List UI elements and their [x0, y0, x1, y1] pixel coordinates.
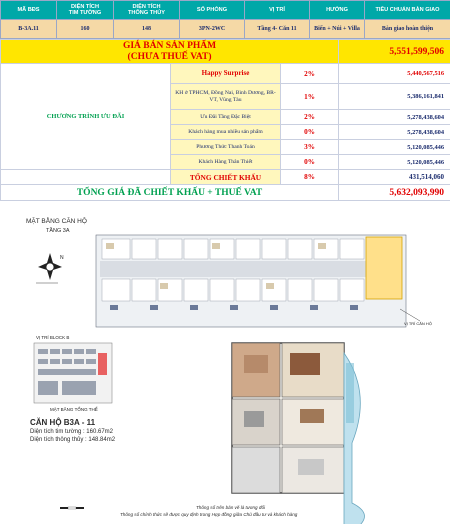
- promo-value: 5,278,438,604: [339, 125, 450, 140]
- price-value: 5,551,599,506: [339, 40, 450, 64]
- floor-plate: [96, 235, 420, 327]
- floor-title: MẶT BẰNG CĂN HỘ: [26, 218, 87, 225]
- total-label: TỔNG GIÁ ĐÃ CHIẾT KHẤU + THUẾ VAT: [1, 185, 339, 201]
- cell-huong: Biển + Núi + Villa: [310, 20, 365, 39]
- promo-name: Khách Hàng Thân Thiết: [171, 155, 281, 170]
- unit-plan: [232, 343, 365, 524]
- price-table: [0, 39, 450, 201]
- floor-plan-drawing: [0, 213, 450, 524]
- promo-percent: 3%: [281, 140, 339, 155]
- unit-highlight: [366, 237, 402, 299]
- promo-percent: 2%: [281, 110, 339, 125]
- price-sheet: [0, 0, 450, 201]
- header-so-phong: SỐ PHÒNG: [180, 1, 245, 20]
- spec-header-row: [1, 1, 450, 20]
- header-tieu-chuan: TIÊU CHUẨN BÀN GIAO: [365, 1, 450, 20]
- header-ma-bds: MÃ BĐS: [1, 1, 57, 20]
- total-value: 5,632,093,990: [339, 185, 450, 201]
- promo-name: KH ở TPHCM, Đồng Nai, Bình Dương, BR-VT, Vũng Tàu: [171, 84, 281, 110]
- cell-so-phong: 3PN-2WC: [180, 20, 245, 39]
- cell-tim-tuong: 160: [57, 20, 114, 39]
- header-vi-tri: VỊ TRÍ: [245, 1, 310, 20]
- promo-percent: 0%: [281, 125, 339, 140]
- total-row: [1, 185, 450, 201]
- promo-name: Khách hàng mua nhiều sản phẩm: [171, 125, 281, 140]
- block-label: VỊ TRÍ BLOCK B: [36, 335, 70, 340]
- scale-bar: [60, 507, 84, 509]
- header-dien-tich-thong-thuy: DIỆN TÍCH THÔNG THỦY: [114, 1, 180, 20]
- unit-location-label: VỊ TRÍ CĂN HỘ: [404, 321, 432, 326]
- price-row: [1, 40, 450, 64]
- promo-value: 5,278,438,604: [339, 110, 450, 125]
- compass-icon: [36, 253, 64, 283]
- price-label: GIÁ BÁN SẢN PHẨM (CHƯA THUẾ VAT): [1, 40, 339, 64]
- discount-label: TỔNG CHIẾT KHẤU: [171, 170, 281, 185]
- area-net: Diện tích thông thủy : 148.84m2: [30, 437, 116, 443]
- spec-data-row: [1, 20, 450, 39]
- floor-plan-area: [0, 213, 450, 524]
- note-contract: Thông số chính thức sẽ được quy định trong Hợp đồng giữa Chủ đầu tư và khách hàng: [120, 512, 298, 517]
- cell-thong-thuy: 148: [114, 20, 180, 39]
- spec-table: [0, 0, 450, 39]
- discount-row: [1, 170, 450, 185]
- cell-tieu-chuan: Bàn giao hoàn thiện: [365, 20, 450, 39]
- site-label: MẶT BẰNG TỔNG THỂ: [50, 407, 98, 412]
- program-label: CHƯƠNG TRÌNH ƯU ĐÃI: [1, 64, 171, 170]
- promo-name: Happy Surprise: [171, 64, 281, 84]
- promo-value: 5,120,085,446: [339, 155, 450, 170]
- promo-percent: 1%: [281, 84, 339, 110]
- promo-percent: 0%: [281, 155, 339, 170]
- floor-level: TẦNG 3A: [46, 228, 70, 234]
- promo-name: Ưu Đãi Tầng Đặc Biệt: [171, 110, 281, 125]
- promo-value: 5,386,161,841: [339, 84, 450, 110]
- discount-percent: 8%: [281, 170, 339, 185]
- unit-title: CĂN HỘ B3A - 11: [30, 418, 96, 427]
- cell-ma-bds: B-3A.11: [1, 20, 57, 39]
- discount-value: 431,514,060: [339, 170, 450, 185]
- cell-vi-tri: Tầng 4- Căn 11: [245, 20, 310, 39]
- promo-name: Phương Thức Thanh Toán: [171, 140, 281, 155]
- site-plan: [34, 343, 112, 403]
- note-relative: Thông số trên bản vẽ là tương đối: [196, 505, 266, 510]
- promo-percent: 2%: [281, 64, 339, 84]
- area-gross: Diện tích tim tường : 160.67m2: [30, 429, 113, 435]
- promo-value: 5,120,085,446: [339, 140, 450, 155]
- compass-label: N: [60, 255, 64, 261]
- promo-value: 5,440,567,516: [339, 64, 450, 84]
- header-dien-tich-tim-tuong: DIỆN TÍCH TIM TƯỜNG: [57, 1, 114, 20]
- header-huong: HƯỚNG: [310, 1, 365, 20]
- promo-row: [1, 64, 450, 84]
